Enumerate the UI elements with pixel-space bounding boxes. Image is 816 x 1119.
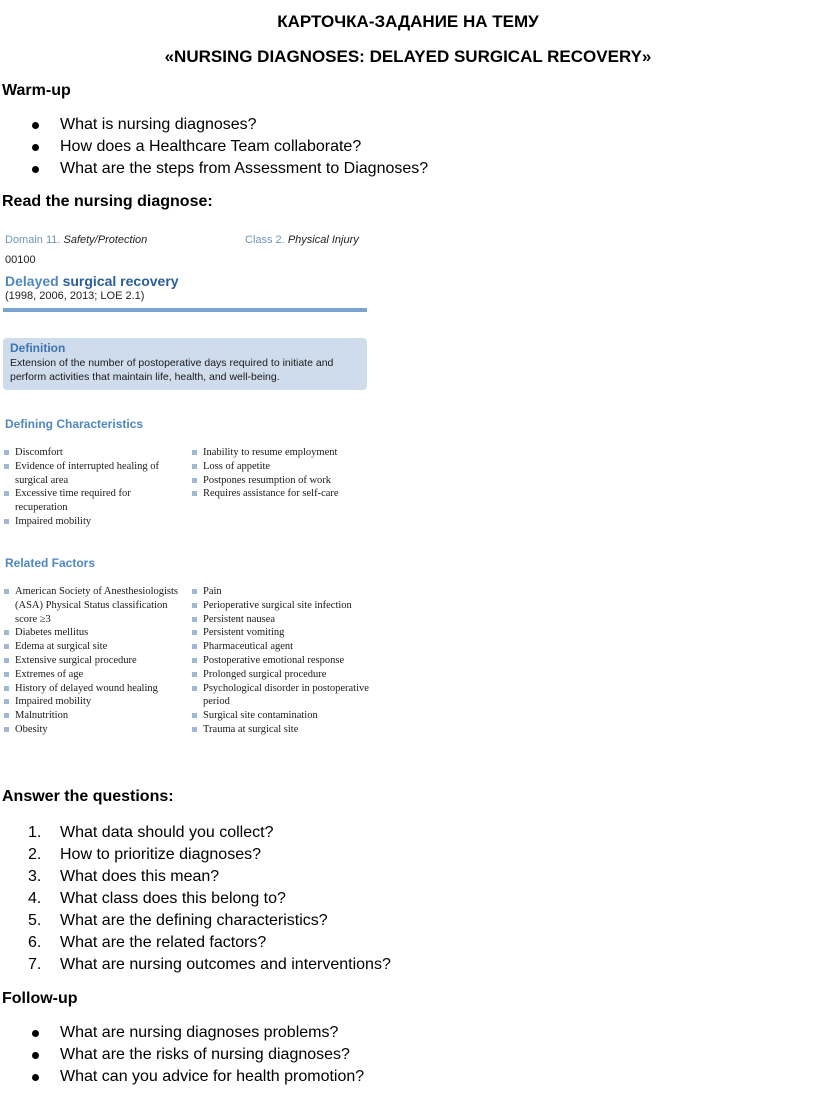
square-bullet-icon: [4, 519, 9, 524]
list-item: Discomfort: [4, 446, 184, 460]
square-bullet-icon: [192, 713, 197, 718]
list-item: Diabetes mellitus: [4, 626, 184, 640]
square-bullet-icon: [192, 686, 197, 691]
list-item: Psychological disorder in postoperative period: [192, 682, 372, 710]
item-number: 5.: [28, 912, 42, 929]
related-left-list: [4, 585, 184, 737]
class-value: Physical Injury: [287, 234, 359, 246]
diagnosis-title: [5, 273, 179, 289]
class-line: [245, 234, 359, 246]
list-item: History of delayed wound healing: [4, 682, 184, 696]
domain-line: [5, 234, 375, 246]
definition-heading: Definition: [10, 341, 66, 355]
list-item: 6. What are the related factors?: [0, 932, 391, 954]
square-bullet-icon: [192, 658, 197, 663]
list-item: Loss of appetite: [192, 460, 372, 474]
defining-left-list: [4, 446, 184, 529]
defining-right-list: [192, 446, 372, 501]
item-number: 4.: [28, 890, 42, 907]
list-item: Perioperative surgical site infection: [192, 599, 372, 613]
list-item: Prolonged surgical procedure: [192, 668, 372, 682]
domain-label: Domain 11.: [5, 234, 61, 246]
list-item: What is nursing diagnoses?: [0, 114, 428, 136]
square-bullet-icon: [192, 672, 197, 677]
list-item: Extensive surgical procedure: [4, 654, 184, 668]
bullet-icon: [32, 1030, 39, 1037]
square-bullet-icon: [192, 464, 197, 469]
warmup-list: [0, 114, 428, 180]
list-item: 7. What are nursing outcomes and interventions?: [0, 954, 391, 976]
square-bullet-icon: [192, 478, 197, 483]
followup-list: [0, 1022, 364, 1088]
square-bullet-icon: [4, 491, 9, 496]
square-bullet-icon: [192, 589, 197, 594]
square-bullet-icon: [4, 630, 9, 635]
square-bullet-icon: [4, 644, 9, 649]
list-item: Requires assistance for self-care: [192, 487, 372, 501]
divider: [3, 308, 367, 312]
list-item: Edema at surgical site: [4, 640, 184, 654]
square-bullet-icon: [4, 727, 9, 732]
item-number: 3.: [28, 868, 42, 885]
item-number: 2.: [28, 846, 42, 863]
list-item: Impaired mobility: [4, 695, 184, 709]
list-item: Pain: [192, 585, 372, 599]
list-item: What are nursing diagnoses problems?: [0, 1022, 364, 1044]
diagnosis-card: [0, 226, 380, 771]
list-item: Persistent nausea: [192, 613, 372, 627]
list-item: Persistent vomiting: [192, 626, 372, 640]
list-item: American Society of Anesthesiologists (ASA) Physical Status classification score ≥3: [4, 585, 184, 626]
list-item: 1. What data should you collect?: [0, 822, 391, 844]
square-bullet-icon: [192, 630, 197, 635]
square-bullet-icon: [192, 603, 197, 608]
definition-box: [3, 338, 367, 390]
list-item: Surgical site contamination: [192, 709, 372, 723]
list-item: 3. What does this mean?: [0, 866, 391, 888]
class-label: Class 2.: [245, 234, 285, 246]
square-bullet-icon: [192, 450, 197, 455]
square-bullet-icon: [4, 686, 9, 691]
followup-heading: Follow-up: [2, 990, 78, 1007]
page-subtitle: «NURSING DIAGNOSES: DELAYED SURGICAL RECOVERY»: [164, 47, 652, 66]
domain-value: Safety/Protection: [63, 234, 148, 246]
list-item: Postoperative emotional response: [192, 654, 372, 668]
page-title: КАРТОЧКА-ЗАДАНИЕ НА ТЕМУ: [277, 12, 539, 31]
bullet-icon: [32, 122, 39, 129]
square-bullet-icon: [4, 658, 9, 663]
square-bullet-icon: [4, 713, 9, 718]
square-bullet-icon: [192, 644, 197, 649]
diagnosis-code: 00100: [5, 254, 36, 266]
bullet-icon: [32, 144, 39, 151]
bullet-icon: [32, 1052, 39, 1059]
square-bullet-icon: [4, 672, 9, 677]
item-number: 7.: [28, 956, 42, 973]
list-item: 5. What are the defining characteristics?: [0, 910, 391, 932]
square-bullet-icon: [192, 727, 197, 732]
definition-text: Extension of the number of postoperative days required to initiate and perform activities that maintain life, health, and well-being.: [10, 357, 334, 383]
related-heading: Related Factors: [5, 556, 96, 570]
read-heading: Read the nursing diagnose:: [2, 193, 213, 210]
list-item: 2. How to prioritize diagnoses?: [0, 844, 391, 866]
related-right-list: [192, 585, 372, 737]
list-item: Inability to resume employment: [192, 446, 372, 460]
answer-list: [0, 822, 391, 976]
list-item: What are the risks of nursing diagnoses?: [0, 1044, 364, 1066]
list-item: Postpones resumption of work: [192, 474, 372, 488]
bullet-icon: [32, 1074, 39, 1081]
list-item: 4. What class does this belong to?: [0, 888, 391, 910]
list-item: Malnutrition: [4, 709, 184, 723]
warmup-heading: Warm-up: [2, 82, 71, 99]
diagnosis-title-word1: Delayed: [5, 273, 59, 289]
square-bullet-icon: [4, 699, 9, 704]
list-item: What are the steps from Assessment to Diagnoses?: [0, 158, 428, 180]
list-item: Impaired mobility: [4, 515, 184, 529]
bullet-icon: [32, 166, 39, 173]
square-bullet-icon: [4, 464, 9, 469]
list-item: How does a Healthcare Team collaborate?: [0, 136, 428, 158]
list-item: Pharmaceutical agent: [192, 640, 372, 654]
list-item: Excessive time required for recuperation: [4, 487, 184, 515]
square-bullet-icon: [192, 491, 197, 496]
square-bullet-icon: [192, 617, 197, 622]
defining-heading: Defining Characteristics: [5, 417, 144, 431]
square-bullet-icon: [4, 450, 9, 455]
diagnosis-years: (1998, 2006, 2013; LOE 2.1): [5, 290, 145, 302]
item-number: 6.: [28, 934, 42, 951]
square-bullet-icon: [4, 589, 9, 594]
list-item: Extremes of age: [4, 668, 184, 682]
answer-heading: Answer the questions:: [2, 788, 174, 805]
list-item: Obesity: [4, 723, 184, 737]
list-item: What can you advice for health promotion?: [0, 1066, 364, 1088]
item-number: 1.: [28, 824, 42, 841]
list-item: Trauma at surgical site: [192, 723, 372, 737]
diagnosis-title-word2: surgical recovery: [62, 273, 179, 289]
list-item: Evidence of interrupted healing of surgical area: [4, 460, 184, 488]
